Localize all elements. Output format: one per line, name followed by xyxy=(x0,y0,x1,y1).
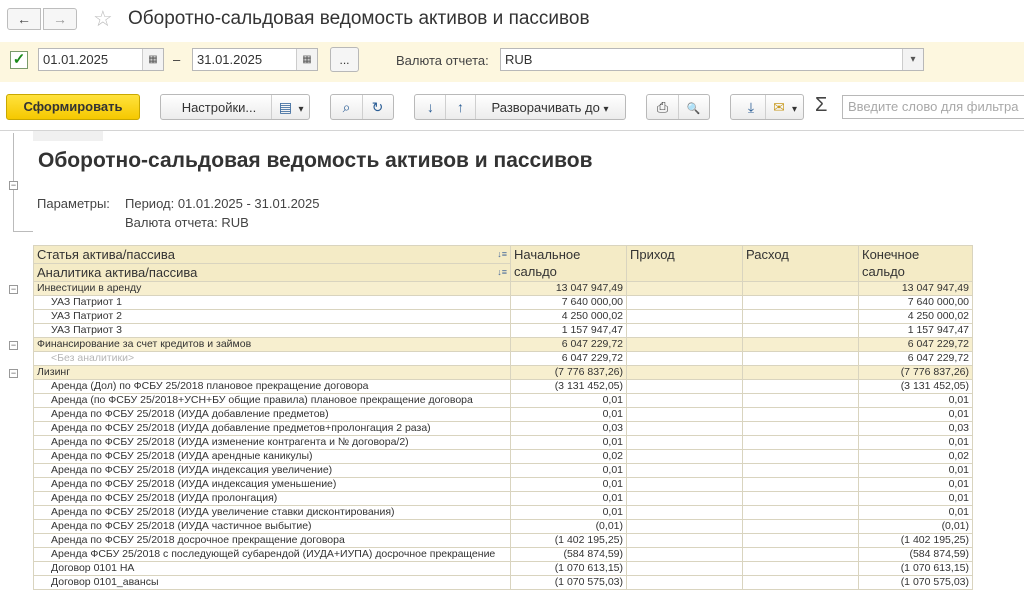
group-row[interactable] xyxy=(34,338,973,352)
cell-expense[interactable] xyxy=(743,282,859,296)
cell-closing[interactable]: 13 047 947,49 xyxy=(859,282,973,296)
cell-opening[interactable]: (1 070 575,03) xyxy=(511,576,627,590)
settings-button-group xyxy=(160,94,310,120)
arrow-left-icon: ← xyxy=(17,11,31,27)
cell-expense[interactable] xyxy=(743,548,859,562)
cell-opening[interactable]: (7 776 837,26) xyxy=(511,366,627,380)
table-row[interactable] xyxy=(34,310,973,324)
cell-income[interactable] xyxy=(627,324,743,338)
col-header-income[interactable]: Приход xyxy=(627,246,743,282)
cell-article[interactable]: Аренда ФСБУ 25/2018 с последующей субарендой (ИУДА+ИУПА) досрочное прекращение xyxy=(34,548,511,562)
forward-button[interactable] xyxy=(43,8,77,30)
cell-expense[interactable] xyxy=(743,422,859,436)
cell-article[interactable]: Аренда по ФСБУ 25/2018 досрочное прекращение договора xyxy=(34,534,511,548)
cell-closing[interactable]: 7 640 000,00 xyxy=(859,296,973,310)
mail-icon[interactable]: ✉ xyxy=(773,99,785,115)
print-button-group xyxy=(646,94,710,120)
cell-article[interactable]: Договор 0101_авансы xyxy=(34,576,511,590)
cell-expense[interactable] xyxy=(743,394,859,408)
cell-opening[interactable]: 0,01 xyxy=(511,408,627,422)
cell-closing[interactable]: (1 070 613,15) xyxy=(859,562,973,576)
cell-opening[interactable]: 7 640 000,00 xyxy=(511,296,627,310)
parameter-bar xyxy=(0,42,1024,82)
sort-descending-icon[interactable]: ↑ xyxy=(457,99,464,115)
cell-article[interactable]: Аренда (Дол) по ФСБУ 25/2018 плановое прекращение договора xyxy=(34,380,511,394)
cell-opening[interactable]: (1 070 613,15) xyxy=(511,562,627,576)
filter-input[interactable]: Введите слово для фильтра xyxy=(842,95,1024,119)
cell-income[interactable] xyxy=(627,380,743,394)
cell-opening[interactable]: 0,02 xyxy=(511,450,627,464)
params-period: Период: 01.01.2025 - 31.01.2025 xyxy=(125,196,320,211)
cell-closing[interactable]: 0,01 xyxy=(859,408,973,422)
generate-button[interactable]: Сформировать xyxy=(6,94,140,120)
cell-expense[interactable] xyxy=(743,338,859,352)
table-row[interactable] xyxy=(34,394,973,408)
cell-opening[interactable]: (0,01) xyxy=(511,520,627,534)
cell-income[interactable] xyxy=(627,366,743,380)
favorite-star-icon[interactable]: ☆ xyxy=(93,6,113,31)
cell-closing[interactable]: 6 047 229,72 xyxy=(859,352,973,366)
cell-opening[interactable]: 0,01 xyxy=(511,478,627,492)
table-row[interactable] xyxy=(34,576,973,590)
table-row[interactable] xyxy=(34,464,973,478)
date-to-value: 31.01.2025 xyxy=(197,52,263,67)
cell-expense[interactable] xyxy=(743,324,859,338)
cell-opening[interactable]: 4 250 000,02 xyxy=(511,310,627,324)
report-title: Оборотно-сальдовая ведомость активов и пассивов xyxy=(38,149,593,172)
period-enabled-checkbox[interactable]: ✓ xyxy=(10,51,28,69)
cell-closing[interactable]: 0,01 xyxy=(859,394,973,408)
group-row[interactable] xyxy=(34,282,973,296)
cell-closing[interactable]: 6 047 229,72 xyxy=(859,338,973,352)
table-row[interactable] xyxy=(34,296,973,310)
cell-article[interactable]: Договор 0101 НА xyxy=(34,562,511,576)
cell-expense[interactable] xyxy=(743,380,859,394)
report-area xyxy=(0,130,1024,597)
cell-income[interactable] xyxy=(627,478,743,492)
params-currency: Валюта отчета: RUB xyxy=(125,215,249,230)
cell-expense[interactable] xyxy=(743,506,859,520)
cell-opening[interactable]: 0,01 xyxy=(511,464,627,478)
expand-to-button[interactable] xyxy=(476,96,624,122)
sort-ascending-icon[interactable]: ↓ xyxy=(427,99,434,115)
cell-article[interactable]: УАЗ Патриот 3 xyxy=(34,324,511,338)
report-table xyxy=(33,245,973,590)
chevron-down-icon[interactable]: ▾ xyxy=(902,49,923,70)
cell-expense[interactable] xyxy=(743,492,859,506)
currency-select[interactable] xyxy=(500,48,924,71)
date-to-field[interactable] xyxy=(192,48,318,71)
collapse-group-icon[interactable]: − xyxy=(10,284,17,294)
sort-icon[interactable]: ↓≡ xyxy=(497,267,507,277)
arrow-right-icon: → xyxy=(53,11,67,27)
cell-income[interactable] xyxy=(627,422,743,436)
cell-closing[interactable]: (7 776 837,26) xyxy=(859,366,973,380)
cell-opening[interactable]: 6 047 229,72 xyxy=(511,352,627,366)
cell-expense[interactable] xyxy=(743,450,859,464)
cell-income[interactable] xyxy=(627,394,743,408)
cell-closing[interactable]: 0,01 xyxy=(859,506,973,520)
cell-article[interactable]: <Без аналитики> xyxy=(34,352,511,366)
cell-closing[interactable]: 4 250 000,02 xyxy=(859,310,973,324)
cell-opening[interactable]: 0,03 xyxy=(511,422,627,436)
print-icon[interactable]: ⎙ xyxy=(656,99,669,115)
table-row[interactable] xyxy=(34,352,973,366)
cell-income[interactable] xyxy=(627,310,743,324)
cell-expense[interactable] xyxy=(743,436,859,450)
table-row[interactable] xyxy=(34,324,973,338)
cell-income[interactable] xyxy=(627,296,743,310)
calendar-icon[interactable]: ▦ xyxy=(296,49,317,70)
table-row[interactable] xyxy=(34,506,973,520)
table-row[interactable] xyxy=(34,408,973,422)
cell-income[interactable] xyxy=(627,338,743,352)
cell-expense[interactable] xyxy=(743,576,859,590)
sum-icon[interactable]: Σ xyxy=(815,94,828,116)
variants-icon[interactable]: ▤ xyxy=(278,99,293,115)
collapse-header-icon[interactable]: − xyxy=(10,180,17,190)
cell-article[interactable]: Аренда по ФСБУ 25/2018 (ИУДА индексация увеличение) xyxy=(34,464,511,478)
cell-expense[interactable] xyxy=(743,310,859,324)
col-header-closing[interactable]: Конечное сальдо xyxy=(859,246,973,282)
date-from-value: 01.01.2025 xyxy=(43,52,109,67)
table-row[interactable] xyxy=(34,534,973,548)
col-header-expense[interactable]: Расход xyxy=(743,246,859,282)
chevron-down-icon[interactable]: ▾ xyxy=(298,104,304,115)
cell-article[interactable]: Аренда (по ФСБУ 25/2018+УСН+БУ общие правила) плановое прекращение договора xyxy=(34,394,511,408)
table-row[interactable] xyxy=(34,450,973,464)
cell-closing[interactable]: 0,01 xyxy=(859,436,973,450)
date-from-field[interactable] xyxy=(38,48,164,71)
settings-button[interactable]: Настройки... xyxy=(181,100,257,115)
cell-income[interactable] xyxy=(627,450,743,464)
cell-opening[interactable]: 1 157 947,47 xyxy=(511,324,627,338)
table-row[interactable] xyxy=(34,520,973,534)
cell-opening[interactable]: (1 402 195,25) xyxy=(511,534,627,548)
cell-expense[interactable] xyxy=(743,520,859,534)
cell-opening[interactable]: 0,01 xyxy=(511,506,627,520)
cell-closing[interactable]: (584 874,59) xyxy=(859,548,973,562)
report-header-strip xyxy=(33,131,103,141)
cell-income[interactable] xyxy=(627,548,743,562)
window-title: Оборотно-сальдовая ведомость активов и пассивов xyxy=(128,8,590,29)
chevron-down-icon: ▾ xyxy=(603,104,609,115)
chevron-down-icon[interactable]: ▾ xyxy=(791,104,798,115)
currency-label: Валюта отчета: xyxy=(396,53,489,68)
cell-article[interactable]: Лизинг xyxy=(34,366,511,380)
table-row[interactable] xyxy=(34,422,973,436)
group-line xyxy=(13,231,33,232)
cell-closing[interactable]: (3 131 452,05) xyxy=(859,380,973,394)
table-row[interactable] xyxy=(34,380,973,394)
cell-article[interactable]: Аренда по ФСБУ 25/2018 (ИУДА индексация уменьшение) xyxy=(34,478,511,492)
table-row[interactable] xyxy=(34,562,973,576)
expand-to-label: Разворачивать до xyxy=(491,100,600,115)
cell-expense[interactable] xyxy=(743,408,859,422)
search-icon[interactable]: ⌕ xyxy=(342,99,351,115)
cell-expense[interactable] xyxy=(743,464,859,478)
cell-expense[interactable] xyxy=(743,534,859,548)
currency-value: RUB xyxy=(505,52,533,67)
cell-income[interactable] xyxy=(627,436,743,450)
cell-income[interactable] xyxy=(627,282,743,296)
table-row[interactable] xyxy=(34,492,973,506)
save-icon[interactable]: ⤓ xyxy=(747,99,755,115)
cell-closing[interactable]: 0,01 xyxy=(859,492,973,506)
cell-opening[interactable]: (584 874,59) xyxy=(511,548,627,562)
search-button-group xyxy=(330,94,394,120)
cell-opening[interactable]: 0,01 xyxy=(511,394,627,408)
col-header-analytics[interactable]: Аналитика актива/пассива ↓≡ xyxy=(34,264,511,282)
cell-expense[interactable] xyxy=(743,478,859,492)
cell-expense[interactable] xyxy=(743,352,859,366)
select-period-button[interactable]: ... xyxy=(330,47,359,72)
table-row[interactable] xyxy=(34,436,973,450)
cell-article[interactable]: Аренда по ФСБУ 25/2018 (ИУДА частичное выбытие) xyxy=(34,520,511,534)
cell-closing[interactable]: (1 070 575,03) xyxy=(859,576,973,590)
cell-opening[interactable]: (3 131 452,05) xyxy=(511,380,627,394)
cell-income[interactable] xyxy=(627,576,743,590)
export-button-group xyxy=(730,94,804,120)
search-next-icon[interactable]: ↻ xyxy=(371,99,384,115)
cell-income[interactable] xyxy=(627,408,743,422)
sort-icon[interactable]: ↓≡ xyxy=(497,249,507,259)
cell-article[interactable]: Финансирование за счет кредитов и займов xyxy=(34,338,511,352)
cell-closing[interactable]: 0,02 xyxy=(859,450,973,464)
expand-button-group xyxy=(414,94,626,120)
table-header-row xyxy=(34,246,973,264)
cell-article[interactable]: Аренда по ФСБУ 25/2018 (ИУДА увеличение ставки дисконтирования) xyxy=(34,506,511,520)
calendar-icon[interactable]: ▦ xyxy=(142,49,163,70)
cell-closing[interactable]: (1 402 195,25) xyxy=(859,534,973,548)
cell-article[interactable]: Аренда по ФСБУ 25/2018 (ИУДА пролонгация) xyxy=(34,492,511,506)
cell-article[interactable]: УАЗ Патриот 1 xyxy=(34,296,511,310)
table-row[interactable] xyxy=(34,548,973,562)
cell-income[interactable] xyxy=(627,562,743,576)
cell-article[interactable]: Аренда по ФСБУ 25/2018 (ИУДА арендные каникулы) xyxy=(34,450,511,464)
collapse-group-icon[interactable]: − xyxy=(10,368,17,378)
cell-closing[interactable]: 0,03 xyxy=(859,422,973,436)
collapse-group-icon[interactable]: − xyxy=(10,340,17,350)
cell-closing[interactable]: (0,01) xyxy=(859,520,973,534)
window-titlebar xyxy=(0,0,1024,40)
cell-expense[interactable] xyxy=(743,296,859,310)
cell-opening[interactable]: 0,01 xyxy=(511,492,627,506)
cell-article[interactable]: Аренда по ФСБУ 25/2018 (ИУДА изменение контрагента и № договора/2) xyxy=(34,436,511,450)
group-row[interactable] xyxy=(34,366,973,380)
cell-income[interactable] xyxy=(627,464,743,478)
cell-closing[interactable]: 0,01 xyxy=(859,478,973,492)
cell-opening[interactable]: 6 047 229,72 xyxy=(511,338,627,352)
cell-expense[interactable] xyxy=(743,562,859,576)
cell-income[interactable] xyxy=(627,506,743,520)
cell-income[interactable] xyxy=(627,534,743,548)
cell-article[interactable]: Аренда по ФСБУ 25/2018 (ИУДА добавление предметов+пролонгация 2 раза) xyxy=(34,422,511,436)
cell-income[interactable] xyxy=(627,352,743,366)
back-button[interactable] xyxy=(7,8,41,30)
print-preview-icon[interactable]: 🔍 xyxy=(686,103,701,115)
cell-expense[interactable] xyxy=(743,366,859,380)
col-header-opening[interactable]: Начальное сальдо xyxy=(511,246,627,282)
cell-article[interactable]: УАЗ Патриот 2 xyxy=(34,310,511,324)
params-label: Параметры: xyxy=(37,196,110,211)
cell-closing[interactable]: 0,01 xyxy=(859,464,973,478)
cell-closing[interactable]: 1 157 947,47 xyxy=(859,324,973,338)
cell-opening[interactable]: 0,01 xyxy=(511,436,627,450)
date-range-dash: – xyxy=(173,52,181,67)
cell-article[interactable]: Инвестиции в аренду xyxy=(34,282,511,296)
col-header-article[interactable]: Статья актива/пассива ↓≡ xyxy=(34,246,511,264)
cell-opening[interactable]: 13 047 947,49 xyxy=(511,282,627,296)
table-row[interactable] xyxy=(34,478,973,492)
cell-income[interactable] xyxy=(627,520,743,534)
cell-income[interactable] xyxy=(627,492,743,506)
cell-article[interactable]: Аренда по ФСБУ 25/2018 (ИУДА добавление предметов) xyxy=(34,408,511,422)
